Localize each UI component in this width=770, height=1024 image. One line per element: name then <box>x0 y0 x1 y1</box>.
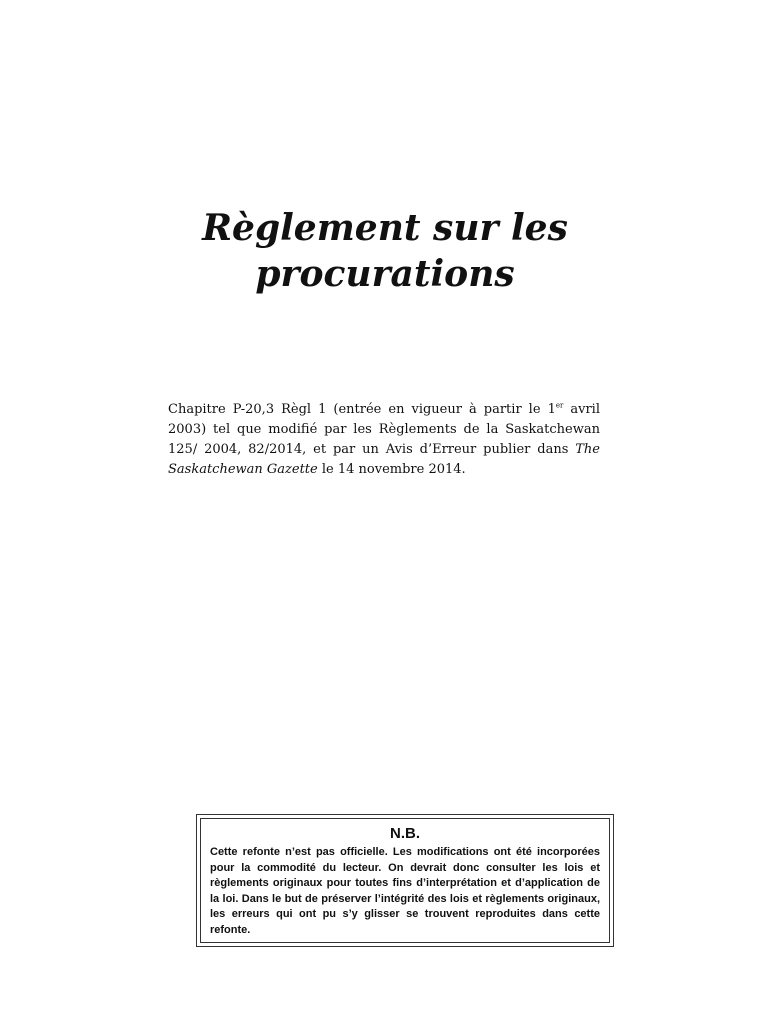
title-line-1: Règlement sur les <box>202 207 568 249</box>
citation-paragraph <box>168 400 600 480</box>
citation-text-2: avril 2003) tel que modifié par les Règlements de la Saskatchewan 125/ 2004, 82/2014, et par un Avis d’Erreur publier dans <box>168 402 600 457</box>
citation-superscript: er <box>555 401 564 410</box>
notice-inner-frame <box>200 818 610 943</box>
notice-heading: N.B. <box>390 825 420 842</box>
gazette-name: The Saskatchewan Gazette <box>168 442 600 477</box>
notice-box <box>196 814 614 947</box>
title-line-2: procurations <box>255 253 515 295</box>
document-title <box>0 205 770 297</box>
notice-body: Cette refonte n’est pas officielle. Les modifications ont été incorporées pour la commodité du lecteur. On devrait donc consulter les lois et règlements originaux pour toutes fins d’interprétation et d’application de la loi. Dans le but de préserver l’intégrité des lois et règlements originaux, les erreurs qui ont pu s’y glisser se trouvent reproduites dans cette refonte. <box>210 846 600 936</box>
citation-text-1: Chapitre P-20,3 Règl 1 (entrée en vigueur à partir le 1 <box>168 402 556 417</box>
citation-text-3: le 14 novembre 2014. <box>317 462 466 477</box>
